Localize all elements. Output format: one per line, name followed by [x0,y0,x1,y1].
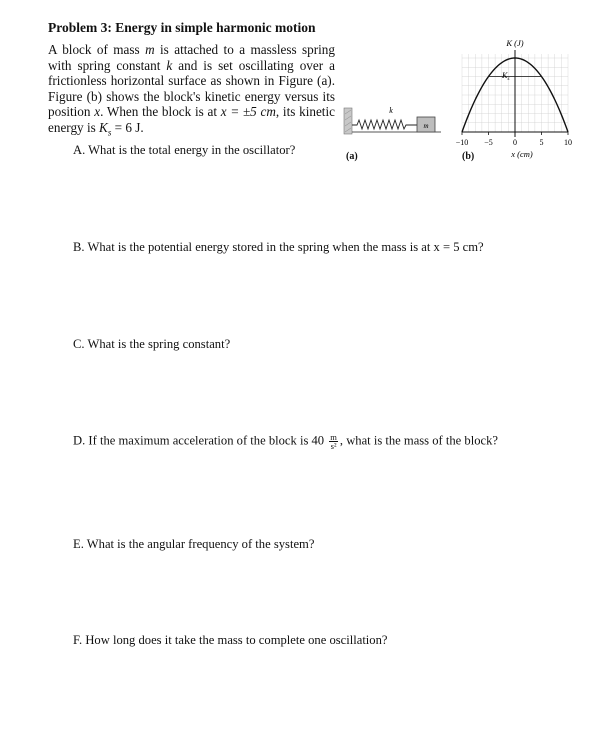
question-e-letter: E. [73,537,84,551]
question-d [73,433,498,450]
block-m-label: m [423,122,429,130]
figure-b-label: (b) [462,151,475,162]
x-tick-label: −5 [484,138,493,147]
question-e [73,537,314,552]
intro-var-k: k [166,57,173,73]
question-a-text: What is the total energy in the oscillator? [88,143,296,157]
acceleration-unit: $\frac{m}{\text{s²}}$ [330,432,337,451]
question-e-text: What is the angular frequency of the system? [86,537,315,551]
x-axis-label: x (cm) [511,149,533,159]
question-b [73,240,484,255]
question-d-letter: D. [73,433,86,448]
question-a-letter: A. [73,143,86,157]
intro-position: x = ±5 cm [220,104,276,120]
question-b-text: What is the potential energy stored in the spring when the mass is at x = 5 cm? [87,240,484,254]
ks-marker-label: $K_s$ [502,71,510,82]
x-tick-label: −10 [455,138,469,147]
figure-a [343,100,443,140]
question-c-text: What is the spring constant? [87,337,231,351]
spring [352,120,417,129]
question-d-text-after: , what is the mass of the block? [339,433,498,448]
figure-a-label: (a) [346,151,358,162]
intro-text-4: . When the block is at [100,104,221,120]
intro-text-2: is attached to a massless spring with spring constant [48,42,335,73]
x-tick-label: 0 [513,138,517,147]
question-a [73,143,295,158]
figure-b-chart [452,36,580,170]
x-tick-label: 10 [564,138,572,147]
question-c-letter: C. [73,337,85,351]
intro-var-m: m [145,42,155,57]
spring-k-label: k [389,106,393,115]
problem-intro [48,42,335,141]
intro-var-x: x [94,104,101,120]
x-tick-labels [456,132,572,147]
question-f-text: How long does it take the mass to complete one oscillation? [85,633,388,647]
question-f-letter: F. [73,633,83,647]
intro-text-6: = 6 J. [111,119,144,135]
question-c [73,337,230,352]
problem-title: Problem 3: Energy in simple harmonic motion [48,20,316,35]
intro-ks-sub: s [107,127,112,138]
question-f [73,633,388,648]
intro-text-1: A block of mass [48,42,146,57]
question-b-letter: B. [73,240,85,254]
intro-text-5: , its kinetic energy is [48,104,335,135]
intro-text-3: and is set oscillating over a frictionless horizontal surface as shown in Figure (a). Figure (b) shows the block's kinetic energy versus its position [48,57,335,120]
question-d-text-before: If the maximum acceleration of the block is 40 [88,433,328,448]
y-axis-label: K (J) [506,38,524,48]
intro-ks: K [99,119,108,135]
x-tick-label: 5 [539,138,544,147]
